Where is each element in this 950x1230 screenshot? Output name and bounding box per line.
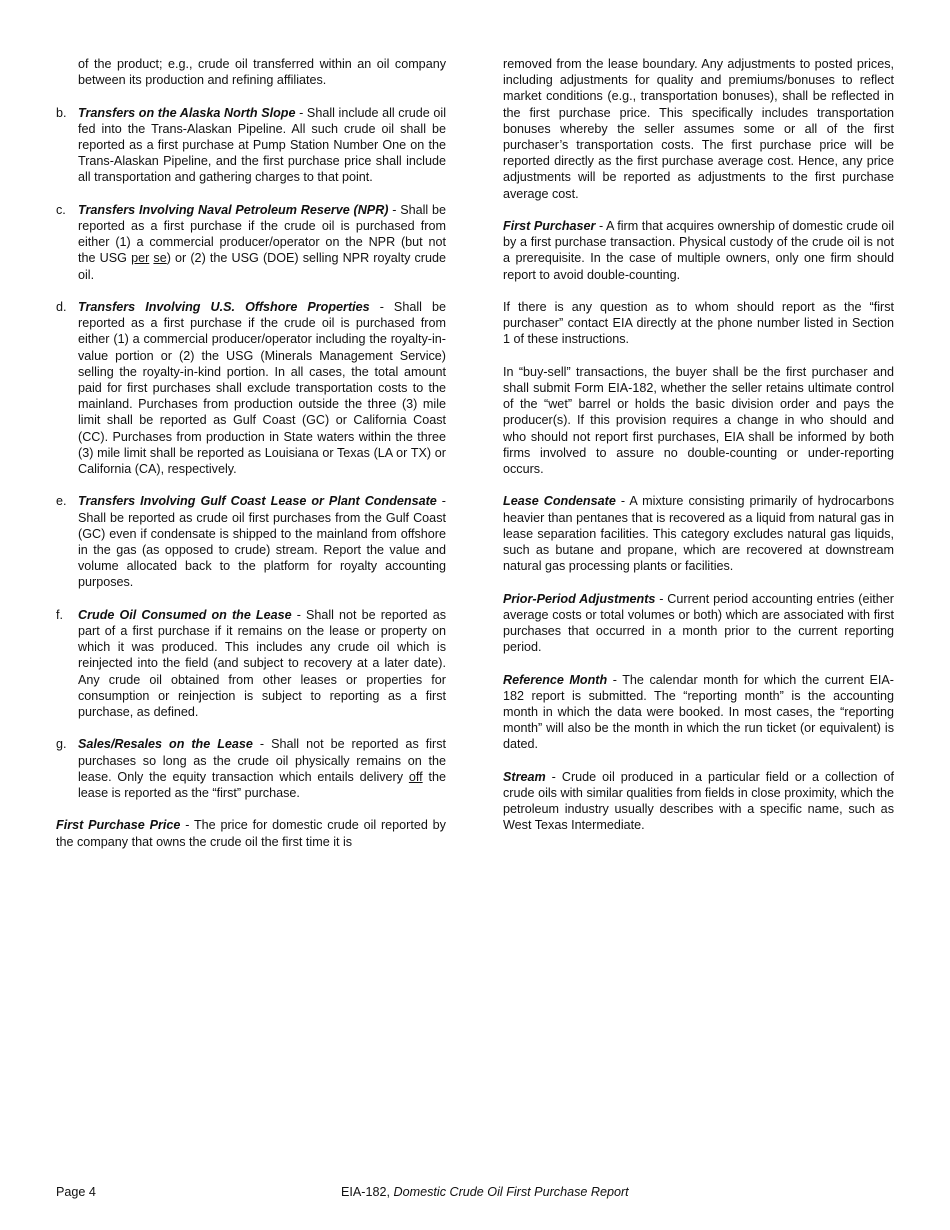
buy-sell-paragraph: In “buy-sell” transactions, the buyer shall be the first purchaser and shall submit Form EIA-182, whether the seller retains ultimate control of the “wet” barrel or holds the basic division order and pays the producer(s). If this provision requires a change in who should and who should not report first purchases, EIA shall be informed by both firms involved to assure no double-counting or under-reporting occurs. [503,364,894,477]
term-lease-condensate: Lease Condensate [503,494,616,509]
term-offshore: Transfers Involving U.S. Offshore Properties [78,300,370,314]
stream-definition: Stream - Crude oil produced in a particular field or a collection of crude oils with similar qualities from fields in close proximity, which the petroleum industry usually describes with a specific name, such as West Texas Intermediate. [503,769,894,833]
term-prior-period-adjustments: Prior-Period Adjustments [503,591,656,606]
footer-title: EIA-182, Domestic Crude Oil First Purchase Report [341,1185,629,1199]
list-item-g: g. Sales/Resales on the Lease - Shall not be reported as first purchases so long as the crude oil physically remains on the lease. Only the equity transaction which entails delivery off the lease is reported as the “first” purchase. [56,737,446,801]
list-marker: f. [56,607,63,622]
term-consumed-on-lease: Crude Oil Consumed on the Lease [78,607,292,622]
term-stream: Stream [503,769,546,784]
term-alaska-north-slope: Transfers on the Alaska North Slope [78,105,296,120]
page-number: Page 4 [56,1185,96,1199]
term-reference-month: Reference Month [503,672,608,687]
list-item-f: f. Crude Oil Consumed on the Lease - Shall not be reported as part of a first purchase if it remains on the lease or property on which it was produced. This includes any crude oil which is reinjected into the field (and subject to recovery at a later date). Any crude oil obtained from other leases or properties for consumption or reinjection is subject to reporting as a first purchase, as defined. [56,607,446,720]
list-item-b: b. Transfers on the Alaska North Slope - Shall include all crude oil fed into the Trans-Alaskan Pipeline. All such crude oil shall be reported as a first purchase at Pump Station Number One on the Trans-Alaskan Pipeline, and the first purchase price shall include all transportation and gathering charges to that point. [56,105,446,185]
list-item-c: c. Transfers Involving Naval Petroleum Reserve (NPR) - Shall be reported as a first purchase if the crude oil is purchased from either (1) a commercial producer/operator on the NPR (but not the USG per se) or (2) the USG (DOE) selling NPR royalty crude oil. [56,202,447,282]
prior-period-adjustments-definition: Prior-Period Adjustments - Current period accounting entries (either average costs or total volumes or both) which are associated with first purchases that occurred in a month prior to the current reporting period. [503,591,895,655]
list-item-d: d. Transfers Involving U.S. Offshore Properties - Shall be reported as a first purchase if the crude oil is purchased from either (1) a commercial producer/operator including the royalty-in-value portion or (2) the USG (Minerals Management Service) selling the royalty-in-kind portion. In all cases, the total amount paid for first purchases shall exclude transportation costs to the mainland. Purchases from production outside the three (3) mile limit shall be reported as Gulf Coast (GC) or California Coast (CC). Purchases from production in State waters within the three (3) mile limit shall be reported as Louisiana or Texas (LA or TX) or California (CA), respectively. [56,300,446,477]
underlined-off: off [408,769,423,784]
term-npr: Transfers Involving Naval Petroleum Reserve (NPR) [78,202,389,217]
list-marker: c. [56,202,66,217]
list-item-e: e. Transfers Involving Gulf Coast Lease or Plant Condensate - Shall be reported as crude oil first purchases from the Gulf Coast (GC) even if condensate is shipped to the mainland from offshore in the gas (as opposed to crude) stream. Report the value and volume allocated back to the platform for royalty accounting purposes. [56,494,446,590]
right-column [503,56,894,850]
intro-continuation: of the product; e.g., crude oil transferred within an oil company between its production and refining affiliates. [78,57,446,88]
list-marker: b. [56,105,67,120]
first-purchaser-definition: First Purchaser - A firm that acquires ownership of domestic crude oil by a first purchase transaction. Physical custody of the crude oil is not a prerequisite. In the case of multiple owners, only one firm should report to avoid double-counting. [503,219,894,282]
reference-month-definition: Reference Month - The calendar month for which the current EIA-182 report is submitted. The “reporting month” is the accounting month in which the data were booked. In most cases, the “reporting month” will also be the month in which the run ticket (or equivalent) is dated. [503,672,895,752]
underlined-se: se [153,251,167,266]
first-purchase-price-continuation: removed from the lease boundary. Any adjustments to posted prices, including adjustments for quality and premiums/bonuses to reflect market conditions (e.g., transportation bonuses), shall be reflected in the first purchase price. This specifically includes transportation bonuses whereby the seller assumes some or all of the first purchaser’s transportation costs. The first purchase price will be reported directly as the first purchase average cost. Hence, any price adjustments will be reported as adjustments to the first purchase average cost. [503,57,894,201]
term-gulf-coast-condensate: Transfers Involving Gulf Coast Lease or Plant Condensate [78,494,437,509]
question-paragraph: If there is any question as to whom should report as the “first purchaser” contact EIA directly at the phone number listed in Section 1 of these instructions. [503,300,894,347]
lease-condensate-definition: Lease Condensate - A mixture consisting primarily of hydrocarbons heavier than pentanes that is recovered as a liquid from natural gas in lease separation facilities. This category excludes natural gas liquids, such as butane and propane, which are recovered at downstream natural gas processing plants or facilities. [503,494,894,574]
term-sales-resales: Sales/Resales on the Lease [78,737,253,752]
first-purchase-price-definition: First Purchase Price - The price for domestic crude oil reported by the company that owns the crude oil the first time it is [56,818,446,849]
underlined-per: per [131,251,150,266]
list-marker: g. [56,737,67,752]
list-marker: e. [56,494,67,509]
report-title: Domestic Crude Oil First Purchase Report [393,1185,629,1199]
term-first-purchase-price: First Purchase Price [56,818,181,833]
list-marker: d. [56,300,67,314]
term-first-purchaser: First Purchaser [503,219,596,234]
left-column [56,56,446,866]
